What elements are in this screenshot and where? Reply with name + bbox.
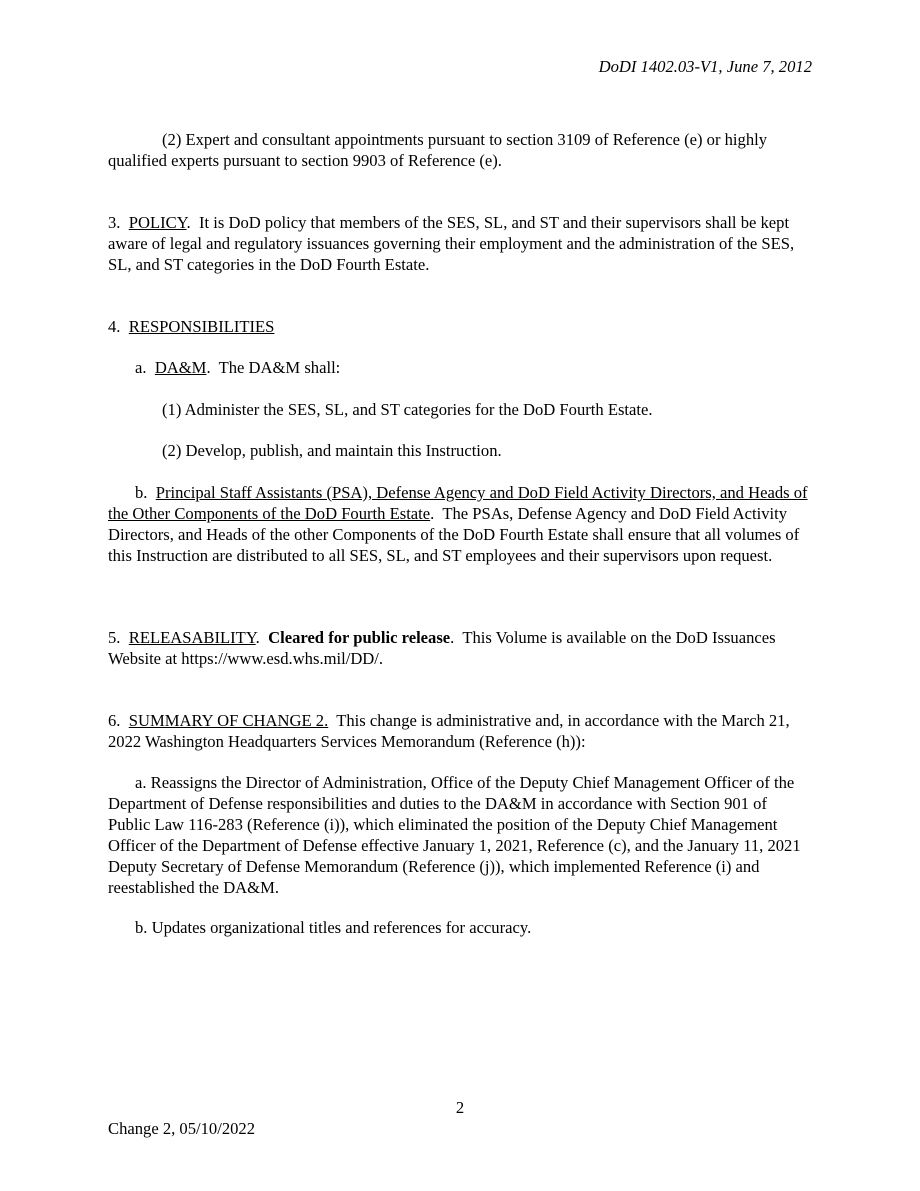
document-header: DoDI 1402.03-V1, June 7, 2012 (598, 57, 812, 76)
section-6a (108, 772, 812, 898)
section-4-responsibilities (108, 316, 812, 337)
paragraph-2-2 (108, 129, 812, 171)
section-body: This change is administrative and, in accordance with the March 21, 2022 Washington Headquarters Services Memorandum (Reference (h)): (108, 711, 790, 751)
section-4a: a. DA&M. The DA&M shall: (135, 358, 341, 377)
section-6-summary-of-change (108, 710, 812, 752)
section-number: 5. (108, 628, 121, 647)
item-label: b. (135, 483, 148, 502)
page-number: 2 (455, 1098, 465, 1117)
section-heading: POLICY (128, 213, 187, 232)
item-heading: Principal Staff Assistants (PSA), Defense Agency and DoD Field Activity Directors, and Heads of the Other Components of the DoD Fourth Estate (108, 483, 808, 523)
section-4a-1 (108, 399, 812, 420)
item-body: The PSAs, Defense Agency and DoD Field Activity Directors, and Heads of the other Components of the DoD Fourth Estate shall ensure that all volumes of this Instruction are distributed to all SES, SL, and ST employees and their supervisors upon request. (108, 504, 800, 565)
section-body: This Volume is available on the DoD Issuances Website at https://www.esd.whs.mil/DD/. (108, 628, 776, 668)
change-notice: Change 2, 05/10/2022 (108, 1119, 256, 1138)
section-4b: b. Principal Staff Assistants (PSA), Defense Agency and DoD Field Activity Directors, and Heads of the Other Components of the DoD Fourth Estate. The PSAs, Defense Agency and DoD Field Activity Directors, and Heads of the other Components of the DoD Fourth Estate shall ensure that all volumes of this Instruction are distributed to all SES, SL, and ST employees and their supervisors upon request. (108, 483, 808, 565)
paragraph-text: (2) Expert and consultant appointments pursuant to section 3109 of Reference (e) or highly qualified experts pursuant to section 9903 of Reference (e). (108, 130, 768, 170)
item-text: (1) Administer the SES, SL, and ST categories for the DoD Fourth Estate. (162, 400, 653, 419)
item-text: a. Reassigns the Director of Administration, Office of the Deputy Chief Management Officer of the Department of Defense responsibilities and duties to the DA&M in accordance with Section 901 of Public Law 116-283 (Reference (i)), which eliminated the position of the Deputy Chief Management Officer of the Department of Defense effective January 1, 2021, Reference (c), and the January 11, 2021 Deputy Secretary of Defense Memorandum (Reference (j)), which implemented Reference (i) and reestablished the DA&M. (108, 773, 801, 897)
section-number: 4. (108, 317, 121, 336)
section-5-releasability: 5. RELEASABILITY. Cleared for public release. This Volume is available on the DoD Issuances Website at https://www.esd.whs.mil/DD/. (108, 628, 776, 668)
item-body: The DA&M shall: (218, 358, 341, 377)
item-text: b. Updates organizational titles and references for accuracy. (135, 918, 532, 937)
section-6b (108, 917, 812, 938)
item-heading: DA&M (154, 358, 207, 377)
section-number: 6. (108, 711, 121, 730)
section-heading: SUMMARY OF CHANGE 2. (128, 711, 329, 730)
release-statement: Cleared for public release (268, 628, 451, 647)
item-label: a. (135, 358, 147, 377)
section-3-policy: 3. POLICY. It is DoD policy that members of the SES, SL, and ST and their supervisors shall be kept aware of legal and regulatory issuances governing their employment and the administration of the SES, SL, and ST categories in the DoD Fourth Estate. (108, 213, 795, 274)
section-heading: RELEASABILITY (128, 628, 256, 647)
section-heading: RESPONSIBILITIES (128, 317, 275, 336)
section-body: It is DoD policy that members of the SES, SL, and ST and their supervisors shall be kept aware of legal and regulatory issuances governing their employment and the administration of the SES, SL, and ST categories in the DoD Fourth Estate. (108, 213, 795, 274)
item-text: (2) Develop, publish, and maintain this Instruction. (162, 441, 502, 460)
section-4a-2 (108, 440, 812, 461)
section-number: 3. (108, 213, 121, 232)
